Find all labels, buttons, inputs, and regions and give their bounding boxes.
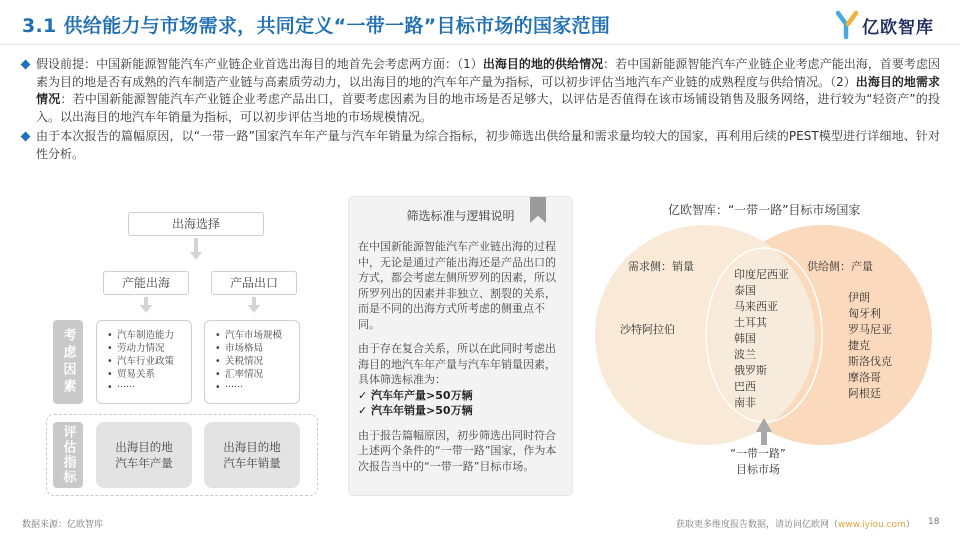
data-source: 数据来源：亿欧智库 (22, 520, 104, 530)
criteria-sales: ✓ 汽车年销量>50万辆 (358, 404, 473, 417)
criteria-panel-title: 筛选标准与逻辑说明 (406, 209, 515, 223)
criteria-para-1: 在中国新能源智能汽车产业链出海的过程中，无论是通过产能出海还是产品出口的方式，都会考虑左侧所罗列的因素，所以所罗列出的因素并非独立、割裂的关系，而是不同的出海方式所考虑的侧重点不同。 (358, 240, 556, 331)
venn-country: 巴西 (734, 380, 756, 393)
eval-production-line2: 汽车年产量 (115, 456, 173, 470)
factor-item: • 汽车市场规模 (215, 329, 291, 342)
venn-country: 韩国 (734, 332, 756, 345)
flow-arrow-stem (194, 238, 198, 252)
bullet-text: 假设前提：中国新能源智能汽车产业链企业首选出海目的地首先会考虑两方面：（1） (36, 57, 483, 71)
bullet-diamond-icon (21, 60, 31, 70)
factor-item: • 汇率情况 (215, 368, 291, 381)
side-label-factors: 考虑因素 (53, 320, 83, 404)
bullet-emphasis: 出海目的地的供给情况 (482, 57, 604, 71)
footer-url-link[interactable]: www.iyiou.com (838, 520, 906, 530)
flow-arrow-down-icon (248, 305, 260, 313)
footer-close-paren: ） (905, 520, 915, 530)
venn-country: 马来西亚 (734, 300, 778, 313)
page-number: 18 (928, 517, 940, 527)
flow-branch-export: 产品出口 (211, 271, 297, 295)
criteria-panel (348, 196, 573, 496)
venn-country: 俄罗斯 (734, 364, 767, 377)
eval-sales-line1: 出海目的地 (223, 440, 281, 454)
venn-country: 匈牙利 (848, 307, 881, 320)
bullet-text: ：若中国新能源智能汽车产业链企业考虑产品出口，首要考虑因素为目的地市场是否足够大，以评估是否值得在该市场铺设销售及服务网络，进行较为“轻资产”的投入。以出海目的地汽车年销量为指标，可以初步评估当地的市场规模情况。 (36, 92, 940, 124)
venn-country: 土耳其 (734, 316, 767, 329)
footer-more-info (676, 517, 915, 530)
bullet-text: ：若中国新能源智能汽车产业链企业考虑产能出海，首要考虑因素为目的地是否有成熟的汽车制造产业链与高素质劳动力，以出海目的地的汽车年产量为指标，可以初步评估当地汽车产业链的成熟程度与供给情况。（2） (36, 57, 940, 89)
venn-country: 阿根廷 (848, 387, 881, 400)
logo-mark-icon (836, 10, 862, 40)
flow-arrow-stem (252, 297, 256, 305)
venn-arrow-stem (761, 431, 767, 445)
venn-supply-label: 供给侧：产量 (807, 260, 873, 273)
flow-arrow-stem (144, 297, 148, 305)
venn-target-line2: 目标市场 (736, 463, 780, 476)
venn-intersection-list (734, 267, 789, 411)
flow-arrow-down-icon (140, 305, 152, 313)
factor-item: • 贸易关系 (107, 368, 183, 381)
factor-item: • 市场格局 (215, 342, 291, 355)
brand-logo (836, 10, 946, 40)
factor-item: • ······ (215, 381, 291, 394)
factor-item: • 劳动力情况 (107, 342, 183, 355)
criteria-para-3: 由于报告篇幅原因，初步筛选出同时符合上述两个条件的“一带一路”国家，作为本次报告当中的“一带一路”目标市场。 (358, 428, 557, 473)
venn-country: 印度尼西亚 (734, 268, 789, 281)
title-divider (0, 44, 960, 45)
venn-country: 斯洛伐克 (848, 355, 892, 368)
export-factors-list (204, 320, 300, 404)
criteria-panel-body (358, 239, 563, 483)
venn-country: 摩洛哥 (848, 371, 881, 384)
bullet-list (22, 56, 940, 165)
factor-item: • ······ (107, 381, 183, 394)
venn-country: 伊朗 (848, 291, 870, 304)
page-title: 3.1 供给能力与市场需求，共同定义“一带一路”目标市场的国家范围 (22, 15, 611, 37)
criteria-para-2 (358, 341, 563, 388)
factor-item: • 汽车行业政策 (107, 355, 183, 368)
eval-production-box (96, 422, 192, 488)
venn-country: 捷克 (848, 339, 870, 352)
venn-demand-label: 需求侧：销量 (628, 260, 694, 273)
flow-arrow-down-icon (190, 252, 202, 260)
flow-top-node: 出海选择 (128, 212, 264, 236)
venn-target-label (726, 446, 790, 478)
criteria-para-2-text: 由于存在复合关系，所以在此同时考虑出海目的地汽车年产量与汽车年销量因素，具体筛选标准为： (358, 342, 556, 386)
bullet-diamond-icon (21, 132, 31, 142)
brand-name: 亿欧智库 (862, 18, 934, 38)
flow-branch-capacity: 产能出海 (103, 271, 189, 295)
venn-supply-only (848, 290, 892, 402)
bullet-item (22, 56, 940, 126)
venn-country: 波兰 (734, 348, 756, 361)
eval-sales-box (204, 422, 300, 488)
venn-demand-only (620, 322, 675, 338)
venn-country: 泰国 (734, 284, 756, 297)
bullet-text: 由于本次报告的篇幅原因，以“一带一路”国家汽车年产量与汽车年销量为综合指标，初步筛选出供给量和需求量均较大的国家，再利用后续的PEST模型进行详细地、针对性分析。 (36, 129, 940, 161)
side-label-eval: 评估指标 (53, 422, 83, 488)
capacity-factors-list (96, 320, 192, 404)
factor-item: • 汽车制造能力 (107, 329, 183, 342)
bullet-emphasis: 出海目的地需求情况 (36, 74, 940, 106)
venn-country: 罗马尼亚 (848, 323, 892, 336)
bullet-item (22, 128, 940, 163)
venn-country: 沙特阿拉伯 (620, 323, 675, 336)
footer-more-text: 获取更多维度报告数据，请访问亿欧网（ (676, 520, 839, 530)
venn-country: 南非 (734, 396, 756, 409)
venn-target-line1: “一带一路” (730, 447, 786, 460)
venn-title: 亿欧智库：“一带一路”目标市场国家 (668, 203, 861, 217)
eval-production-line1: 出海目的地 (115, 440, 173, 454)
eval-sales-line2: 汽车年销量 (223, 456, 281, 470)
factor-item: • 关税情况 (215, 355, 291, 368)
criteria-production: ✓ 汽车年产量>50万辆 (358, 388, 473, 402)
